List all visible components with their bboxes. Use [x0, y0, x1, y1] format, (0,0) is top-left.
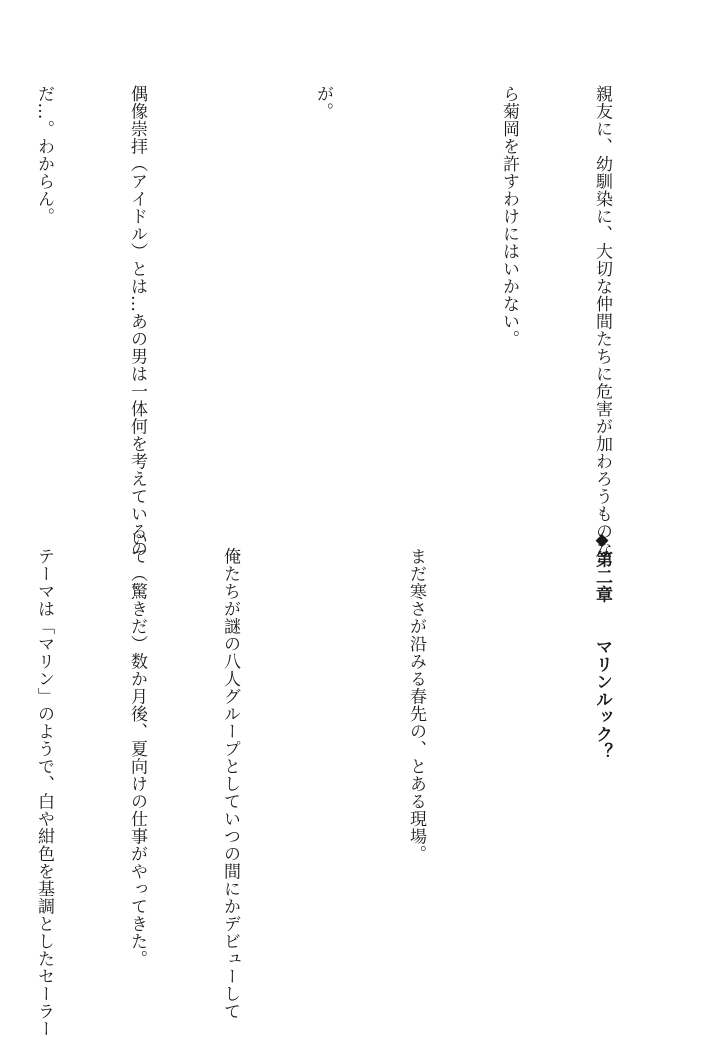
upper-text-block: [0, 85, 679, 558]
text-line: 俺たちが謎の八人グループとしていつの間にかデビューして: [220, 530, 240, 1020]
text-line: が。: [313, 85, 333, 120]
text-line: まだ寒さが沿みる春先の、とある現場。: [406, 530, 426, 863]
chapter-heading: ◆第二章 マリンルック？: [592, 530, 612, 761]
text-line: [214, 85, 245, 505]
lower-text-block: [0, 530, 679, 1038]
text-line: [493, 530, 524, 960]
text-line: だ…。わからん。: [34, 85, 54, 225]
text-line: ら菊岡を許すわけにはいかない。: [499, 85, 519, 348]
text-line: 偶像崇拝（アイドル）とは…あの男は一体何を考えているの: [127, 85, 147, 558]
text-line: 親友に、幼馴染に、大切な仲間たちに危害が加わろうものな: [592, 85, 612, 558]
text-line: [307, 530, 338, 960]
text-line: いて（驚きだ）数か月後、夏向けの仕事がやってきた。: [127, 530, 147, 968]
text-line: テーマは「マリン」のようで、白や紺色を基調としたセーラー: [34, 530, 54, 1038]
text-line: [400, 85, 431, 505]
